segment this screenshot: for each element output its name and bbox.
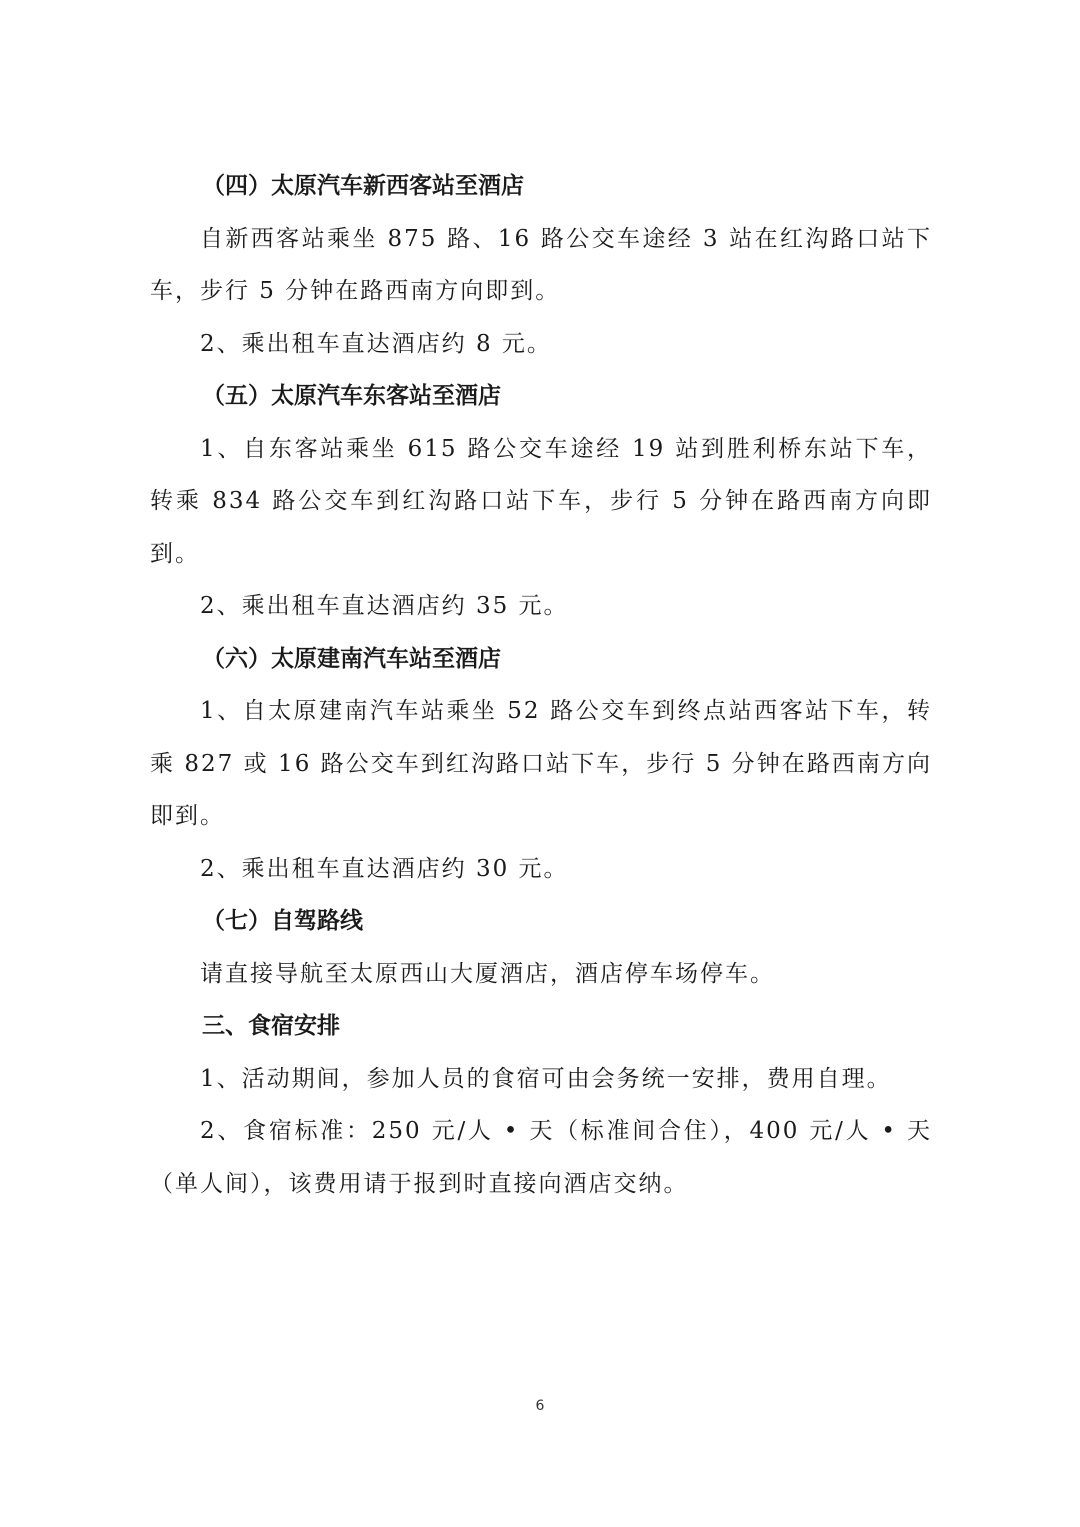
- paragraph: 2、乘出租车直达酒店约 35 元。: [200, 593, 569, 619]
- paragraph: 1、活动期间，参加人员的食宿可由会务统一安排，费用自理。: [200, 1065, 892, 1092]
- paragraph: 请直接导航至太原西山大厦酒店，酒店停车场停车。: [200, 960, 775, 987]
- paragraph: 1、自东客站乘坐 615 路公交车途经 19 站到胜利桥东站下车，转乘 834 路公交车到红沟路口站下车，步行 5 分钟在路西南方向即到。: [150, 435, 932, 567]
- section-heading-4: （四）太原汽车新西客站至酒店: [202, 173, 524, 199]
- section-heading-5: （五）太原汽车东客站至酒店: [202, 383, 501, 409]
- page-number: 6: [535, 1398, 545, 1414]
- section-heading-7: （七）自驾路线: [202, 908, 363, 934]
- paragraph: 2、食宿标准：250 元/人 • 天（标准间合住），400 元/人 • 天（单人间），该费用请于报到时直接向酒店交纳。: [150, 1118, 932, 1197]
- paragraph: 自新西客站乘坐 875 路、16 路公交车途经 3 站在红沟路口站下车，步行 5 分钟在路西南方向即到。: [150, 225, 932, 304]
- paragraph: 2、乘出租车直达酒店约 8 元。: [200, 330, 552, 357]
- section-heading-accommodation: 三、食宿安排: [202, 1013, 340, 1039]
- document-body: [150, 160, 932, 1210]
- paragraph: 1、自太原建南汽车站乘坐 52 路公交车到终点站西客站下车，转乘 827 或 16 路公交车到红沟路口站下车，步行 5 分钟在路西南方向即到。: [150, 698, 932, 829]
- section-heading-6: （六）太原建南汽车站至酒店: [202, 645, 501, 672]
- paragraph: 2、乘出租车直达酒店约 30 元。: [200, 855, 569, 882]
